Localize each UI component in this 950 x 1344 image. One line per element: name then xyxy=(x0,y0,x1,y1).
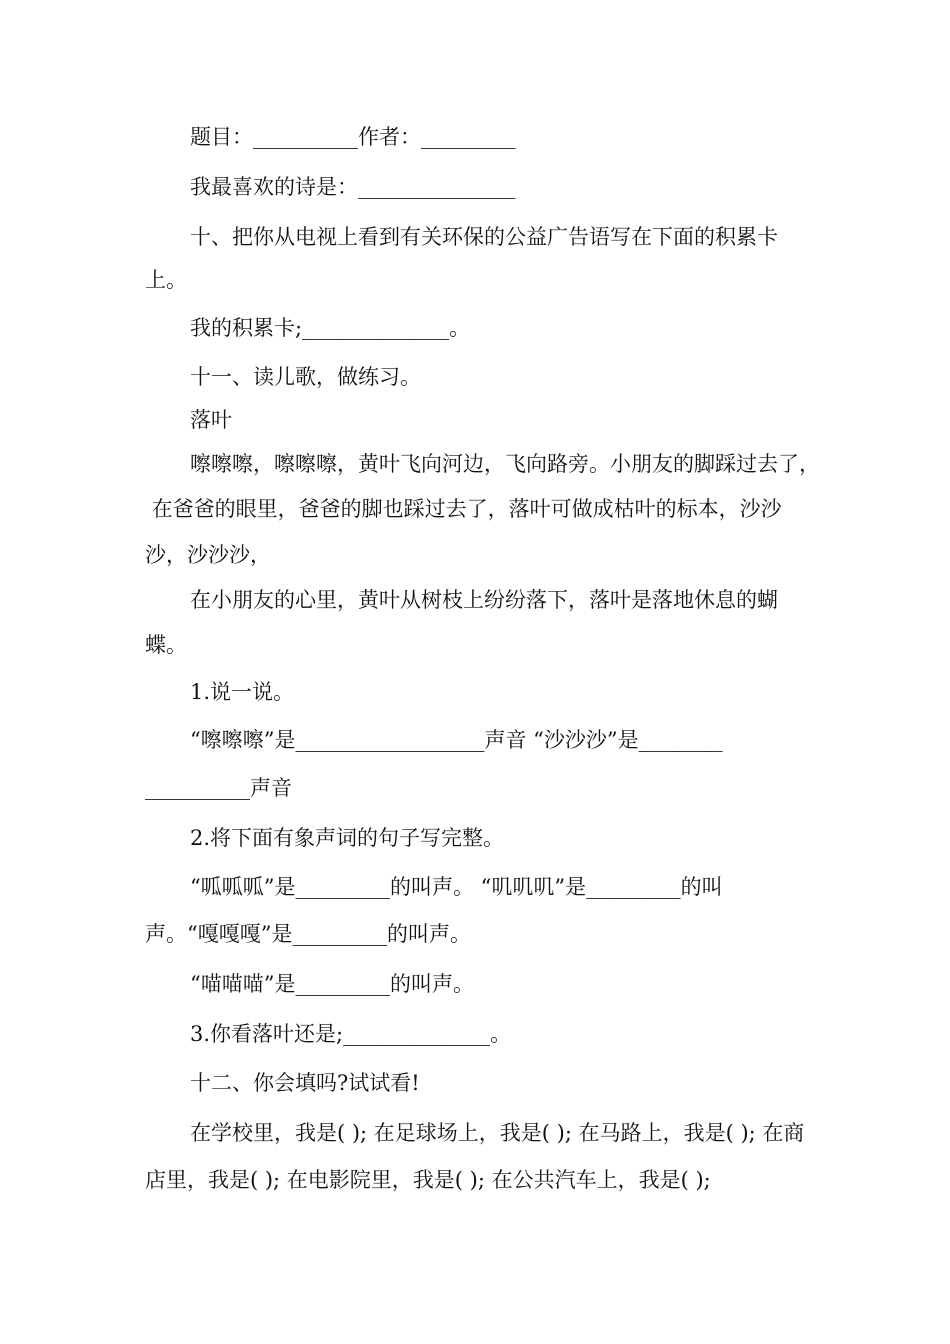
section-eleven-heading: 十一、读儿歌，做练习。 xyxy=(190,365,421,389)
section-twelve-line-1: 在学校里，我是( ); 在足球场上，我是( ); 在马路上，我是( ); 在商 xyxy=(190,1121,805,1145)
title-author-line: 题目：__________作者：_________ xyxy=(190,125,516,149)
section-ten-heading: 十、把你从电视上看到有关环保的公益广告语写在下面的积累卡 xyxy=(190,225,778,249)
question-3-line: 3.你看落叶还是;______________。 xyxy=(190,1022,512,1046)
question-2-line-3: “喵喵喵”是_________的叫声。 xyxy=(190,972,474,996)
question-1-line-1: “嚓嚓嚓”是__________________声音 “沙沙沙”是________ xyxy=(190,728,723,752)
question-2-heading: 2.将下面有象声词的句子写完整。 xyxy=(190,826,505,850)
poem-line-1: 嚓嚓嚓，嚓嚓嚓，黄叶飞向河边，飞向路旁。小朋友的脚踩过去了， xyxy=(190,452,820,476)
section-ten-heading-cont: 上。 xyxy=(145,268,187,292)
question-1-line-2: __________声音 xyxy=(145,776,292,800)
poem-line-3: 沙，沙沙沙， xyxy=(145,543,271,567)
poem-line-2: 在爸爸的眼里，爸爸的脚也踩过去了，落叶可做成枯叶的标本，沙沙 xyxy=(145,497,782,521)
question-1-heading: 1.说一说。 xyxy=(190,680,295,704)
favorite-poem-line: 我最喜欢的诗是：_______________ xyxy=(190,175,516,199)
accumulation-card-line: 我的积累卡;______________。 xyxy=(190,316,471,340)
question-2-line-2: 声。“嘎嘎嘎”是_________的叫声。 xyxy=(145,922,471,946)
poem-line-4: 在小朋友的心里，黄叶从树枝上纷纷落下，落叶是落地休息的蝴 xyxy=(190,588,778,612)
poem-title: 落叶 xyxy=(190,408,232,432)
question-2-line-1: “呱呱呱”是_________的叫声。 “叽叽叽”是_________的叫 xyxy=(190,875,723,899)
section-twelve-line-2: 店里，我是( ); 在电影院里，我是( ); 在公共汽车上，我是( ); xyxy=(145,1168,711,1192)
poem-line-5: 蝶。 xyxy=(145,633,187,657)
section-twelve-heading: 十二、你会填吗?试试看! xyxy=(190,1071,420,1095)
